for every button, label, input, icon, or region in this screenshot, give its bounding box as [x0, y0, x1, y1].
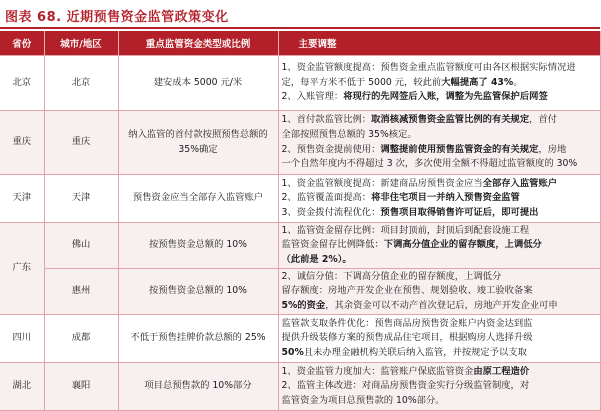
city-cell: 天津 [44, 175, 118, 223]
adjustment-line [282, 113, 597, 128]
requirement-cell: 纳入监管的首付款按照预售总额的 35%确定 [118, 111, 278, 175]
adjustment-text: 2、监管覆盖面提高： [281, 192, 372, 204]
adjustment-cell [278, 223, 600, 269]
requirement-cell: 项目总预售款的 10%部分 [118, 363, 278, 411]
adjustment-text: 1、资金监管额度提高：新建商品房预售资金应当 [281, 177, 483, 189]
province-cell: 北京 [0, 56, 44, 111]
policy-table [0, 31, 601, 411]
adjustment-line [282, 299, 597, 314]
adjustment-emphasis: 由原工程造价 [473, 365, 530, 377]
adjustment-line [282, 61, 597, 76]
adjustment-line [282, 270, 597, 285]
adjustment-line [282, 253, 597, 268]
adjustment-cell [278, 56, 600, 111]
adjustment-text: ，房地 [538, 143, 567, 155]
adjustment-text: 1、资金监管力度加大：监管账户保底监管资金 [281, 365, 474, 377]
figure-title: 图表 68. 近期预售资金监管政策变化 [5, 9, 229, 25]
adjustment-text: 留存额度：房地产开发企业在预售、规划验收、竣工验收备案 [281, 285, 533, 297]
adjustment-cell [278, 175, 600, 223]
adjustment-line [282, 128, 597, 143]
adjustment-emphasis: 将现行的先网签后入账，调整为先监管保护后网签 [343, 91, 548, 103]
header-row [0, 31, 600, 56]
adjustment-line [282, 331, 597, 346]
adjustment-line [282, 224, 597, 239]
adjustment-emphasis: 取消核减预售资金监管比例的有关规定 [371, 114, 530, 126]
adjustment-line [282, 394, 597, 409]
adjustment-cell [278, 269, 600, 315]
adjustment-text: 一个自然年度内不得超过 3 次，多次使用全额不得超过监管额度的 30% [281, 158, 578, 170]
header-province: 省份 [0, 31, 44, 56]
table-row [0, 269, 600, 315]
adjustment-cell [278, 315, 600, 363]
adjustment-line [282, 365, 597, 380]
province-cell: 湖北 [0, 363, 44, 411]
adjustment-line [282, 76, 597, 91]
header-adjustment: 主要调整 [278, 31, 600, 56]
province-cell: 天津 [0, 175, 44, 223]
table-row [0, 315, 600, 363]
adjustment-emphasis: 预售项目取得销售许可证后，即可提出 [380, 206, 539, 218]
table-row [0, 56, 600, 111]
adjustment-line [282, 238, 597, 253]
requirement-cell: 按预售资金总额的 10% [118, 269, 278, 315]
adjustment-emphasis: （此前是 2%）。 [281, 253, 352, 265]
adjustment-cell [278, 111, 600, 175]
adjustment-text: 全部按照预售总额的 35%核定。 [281, 128, 417, 140]
adjustment-emphasis: 全部存入监管账户 [482, 177, 558, 189]
adjustment-emphasis: 50% [281, 346, 304, 358]
requirement-cell: 不低于预售挂牌价款总额的 25% [118, 315, 278, 363]
table-row [0, 111, 600, 175]
adjustment-text: ， [325, 299, 335, 311]
adjustment-line [282, 143, 597, 158]
adjustment-line [282, 177, 597, 192]
adjustment-emphasis: 大幅提高了 43% [441, 76, 514, 88]
requirement-cell: 按预售资金总额的 10% [118, 223, 278, 269]
adjustment-line [282, 317, 597, 332]
adjustment-text: 监管资金为项目总预售款的 10%部分。 [281, 394, 445, 406]
adjustment-cell [278, 363, 600, 411]
city-cell: 襄阳 [44, 363, 118, 411]
city-cell: 成都 [44, 315, 118, 363]
adjustment-emphasis: 将非住宅项目一并纳入预售资金监管 [371, 192, 520, 204]
adjustment-line [282, 284, 597, 299]
adjustment-text: 且未办理金融机构关联后纳入监管，并按规定予以支取 [303, 346, 527, 358]
city-cell: 惠州 [44, 269, 118, 315]
province-cell: 重庆 [0, 111, 44, 175]
adjustment-text: 1、首付款监管比例： [281, 114, 372, 126]
adjustment-line [282, 157, 597, 172]
adjustment-text: 定，每平方米不低于 5000 元，较此前 [281, 76, 442, 88]
table-row [0, 223, 600, 269]
adjustment-text: 监管款支取条件优化：预售商品房预售资金账户内资金达到监 [281, 317, 533, 329]
adjustment-text: 1、资金监管额度提高：预售资金重点监管额度可由各区根据实际情况进 [281, 62, 576, 74]
province-cell: 广东 [0, 223, 44, 315]
adjustment-line [282, 90, 597, 105]
city-cell: 重庆 [44, 111, 118, 175]
adjustment-text: 监管资金留存比例降低： [281, 239, 384, 251]
header-city: 城市/地区 [44, 31, 118, 56]
province-cell: 四川 [0, 315, 44, 363]
adjustment-text: ，首付 [529, 114, 558, 126]
city-cell: 北京 [44, 56, 118, 111]
adjustment-text: 3、资金拨付流程优化： [281, 206, 381, 218]
adjustment-emphasis: 调整提前使用预售监管资金的有关规定 [380, 143, 539, 155]
adjustment-text: 2、诚信分值：下调高分值企业的留存额度，上调低分 [281, 270, 502, 282]
adjustment-text: 提供升级装修方案的预售成品住宅项目，根据购房人选择升级 [281, 332, 533, 344]
adjustment-text: 其余资金可以不动产首次登记后，房地产开发企业可申 [334, 299, 558, 311]
adjustment-text: 2、监管主体改进：对商品房预售资金实行分级监管制度，对 [281, 380, 530, 392]
city-cell: 佛山 [44, 223, 118, 269]
title-rule [0, 27, 600, 29]
adjustment-emphasis: 下调高分值企业的留存额度，上调低分 [383, 239, 542, 251]
adjustment-line [282, 346, 597, 361]
adjustment-text: 。 [513, 76, 523, 88]
adjustment-text: 1、监管资金留存比例：项目封顶前，封顶后到配套设施工程 [281, 224, 530, 236]
adjustment-emphasis: 5%的资金 [281, 299, 326, 311]
requirement-cell: 预售资金应当全部存入监管账户 [118, 175, 278, 223]
header-requirement: 重点监管资金类型或比例 [118, 31, 278, 56]
adjustment-line [282, 191, 597, 206]
table-row [0, 363, 600, 411]
table-row [0, 175, 600, 223]
requirement-cell: 建安成本 5000 元/米 [118, 56, 278, 111]
adjustment-line [282, 206, 597, 221]
adjustment-text: 2、入账管理： [281, 91, 344, 103]
adjustment-text: 2、预售资金提前使用： [281, 143, 381, 155]
adjustment-line [282, 379, 597, 394]
